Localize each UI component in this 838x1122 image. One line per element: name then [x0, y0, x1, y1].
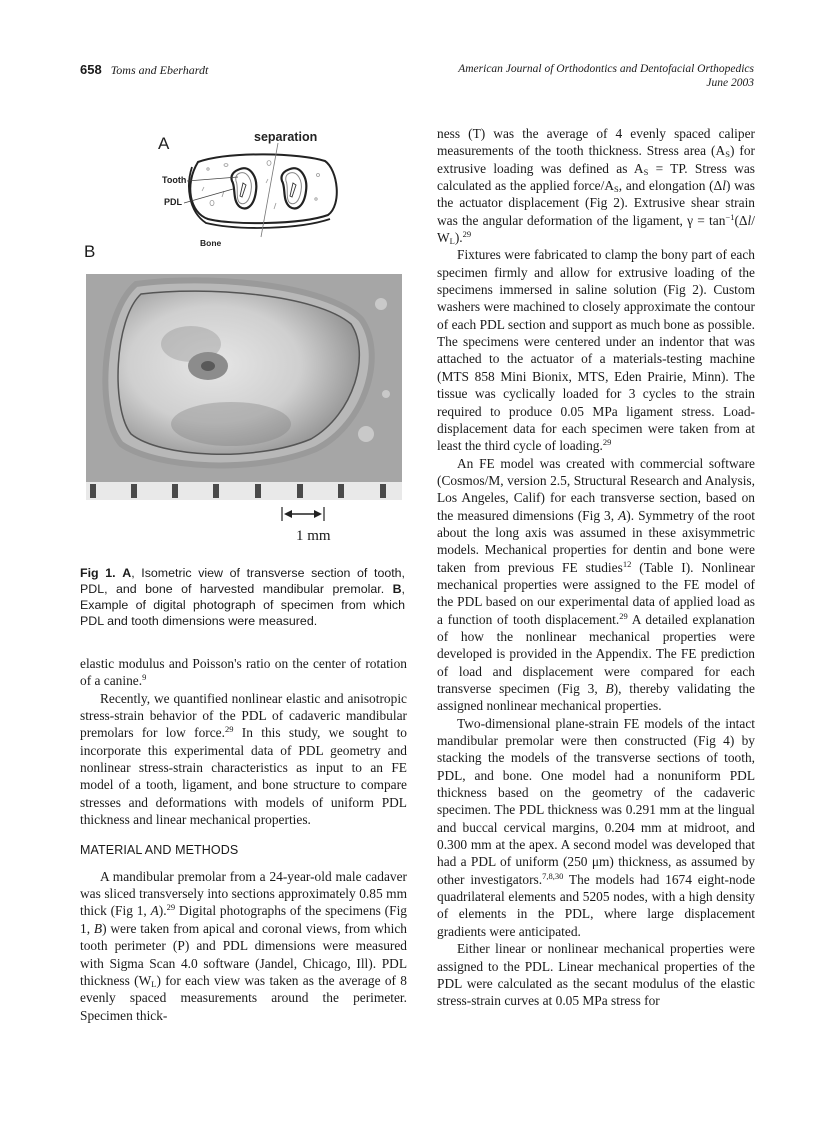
tooth-label: Tooth [162, 175, 187, 185]
figure-number: Fig 1. [80, 566, 116, 580]
paragraph: A mandibular premolar from a 24-year-old male cadaver was sliced transversely into sections approximately 0.85 mm thick (Fig 1, A).$^{29}$ Digital photographs of the specimens (Fig 1, B) were taken from apical and coronal views, from which tooth perimeter (P) and PDL dimensions were measured with Sigma Scan 4.0 software (Jandel, Chicago, Ill). PDL thickness $(W_L)$ for each view was taken as the average of 8 evenly spaced measurements around the perimeter. Specimen thick- [80, 868, 407, 1023]
figure-1-panel-a [80, 125, 410, 250]
citation: 7,8,30 [542, 870, 564, 881]
separation-label: separation [254, 130, 318, 144]
caption-b-text: , Example of digital photograph of specimen from which PDL and tooth dimensions were measured. [80, 582, 405, 628]
pdl-label: PDL [164, 197, 182, 207]
bone-label: Bone [200, 238, 222, 248]
scale-ruler [86, 482, 402, 500]
running-header-right [458, 62, 754, 90]
paragraph: ness (T) was the average of 4 evenly spaced caliper measurements of the tooth thickness. Stress area $(A_S)$ for extrusive loading was defined as $A_S$ = TP. Stress was calculated as the applied force/$A_S$, and elongation (Δl) was the actuator displacement (Fig 2). Extrusive shear strain was the angular deformation of the ligament, $\gamma = \tan^{-1}(\Delta l/$ $W_L).^{29}$ [437, 126, 756, 247]
citation: 29 [224, 724, 234, 735]
paragraph: Recently, we quantified nonlinear elastic and anisotropic stress-strain behavior of the PDL of cadaveric mandibular premolars for low force.$^{29}$ In this study, we sought to incorporate this experimental data of PDL geometry and nonlinear stress-strain characteristics as input to an FE model of a tooth, ligament, and bone structure to compare stresses and deformations with models of uniform PDL thickness and linear mechanical properties. [80, 690, 407, 828]
caption-b-label: B [392, 582, 402, 596]
citation: 12 [622, 558, 632, 569]
issue-date: June 2003 [706, 77, 754, 89]
right-column [437, 125, 755, 1010]
citation: 29 [462, 229, 472, 240]
citation: 9 [142, 672, 147, 683]
paragraph: Fixtures were fabricated to clamp the bony part of each specimen firmly and allow for extrusive loading of the specimens immersed in saline solution (Fig 2). Custom washers were machined to closely approximate the contour of each PDL section and support as much bone as possible. The specimens were centered under an indentor that was attached to the actuator of a materials-testing machine (MTS 858 Mini Bionix, MTS, Eden Prairie, Minn). The tissue was cyclically loaded for 3 cycles to the strain required to produce 0.05 MPa ligament stress. Load-displacement data for each specimen were taken from at least the third cycle of loading.$^{29}$ [437, 247, 755, 454]
citation: 29 [166, 902, 176, 913]
tooth-section-diagram [80, 125, 410, 250]
citation: 29 [602, 437, 612, 448]
page-number: 658 [80, 62, 102, 77]
paragraph: An FE model was created with commercial software (Cosmos/M, version 2.5, Structural Research and Analysis, Los Angeles, Calif) for each transverse section, based on the measured dimensions (Fig 3, A). Symmetry of the root about the long axis was assumed in these axisymmetric models. Mechanical properties for dentin and bone were taken from previous FE studies$^{12}$ (Table I). Nonlinear mechanical properties were assigned to the FE model of the PDL based on our experimental data of applied load as a function of tooth displacement.$^{29}$ A detailed explanation of how the nonlinear mechanical properties were developed is provided in the Appendix. The FE prediction of load and displacement were compared for each transverse specimen (Fig 3, B), thereby validating the assigned nonlinear mechanical properties. [437, 455, 756, 714]
panel-a-label: A [158, 134, 170, 153]
section-heading: MATERIAL AND METHODS [80, 843, 239, 858]
paragraph: Either linear or nonlinear mechanical properties were assigned to the PDL. Linear mechanical properties of the PDL were calculated as the secant modulus of the elastic stress-strain curves at 0.05 MPa stress for [437, 941, 755, 1009]
figure-caption [80, 565, 405, 629]
scale-bar-label: 1 mm [296, 528, 331, 544]
caption-a-text: , Isometric view of transverse section of tooth, PDL, and bone of harvested mandibular premolar. [80, 566, 406, 596]
journal-title: American Journal of Orthodontics and Dentofacial Orthopedics [458, 63, 754, 75]
paragraph: Two-dimensional plane-strain FE models of the intact mandibular premolar were then constructed (Fig 4) by stacking the models of the transverse sections of tooth, PDL, and bone. One model had a nonuniform PDL thickness based on the geometry of the cadaveric specimen. The PDL thickness was 0.291 mm at the lingual and buccal cervical margins, 0.204 mm at midroot, and 0.300 mm at the apex. A second model was developed that had a PDL of uniform (250 μm) thickness, as assumed by other investigators.$^{7,8,30}$ The models had 1674 eight-node quadrilateral elements and 5205 nodes, with a high density of elements in the PDL, where large displacement gradients were anticipated. [437, 715, 756, 939]
citation: 29 [619, 610, 628, 621]
left-column [80, 655, 407, 1024]
running-authors: Toms and Eberhardt [110, 63, 209, 77]
running-header-left [80, 62, 208, 78]
caption-a-label: A [122, 566, 132, 580]
specimen-photograph [86, 274, 402, 484]
paragraph: elastic modulus and Poisson's ratio on the center of rotation of a canine.$^9$ [80, 656, 407, 689]
panel-b-label: B [84, 242, 96, 261]
